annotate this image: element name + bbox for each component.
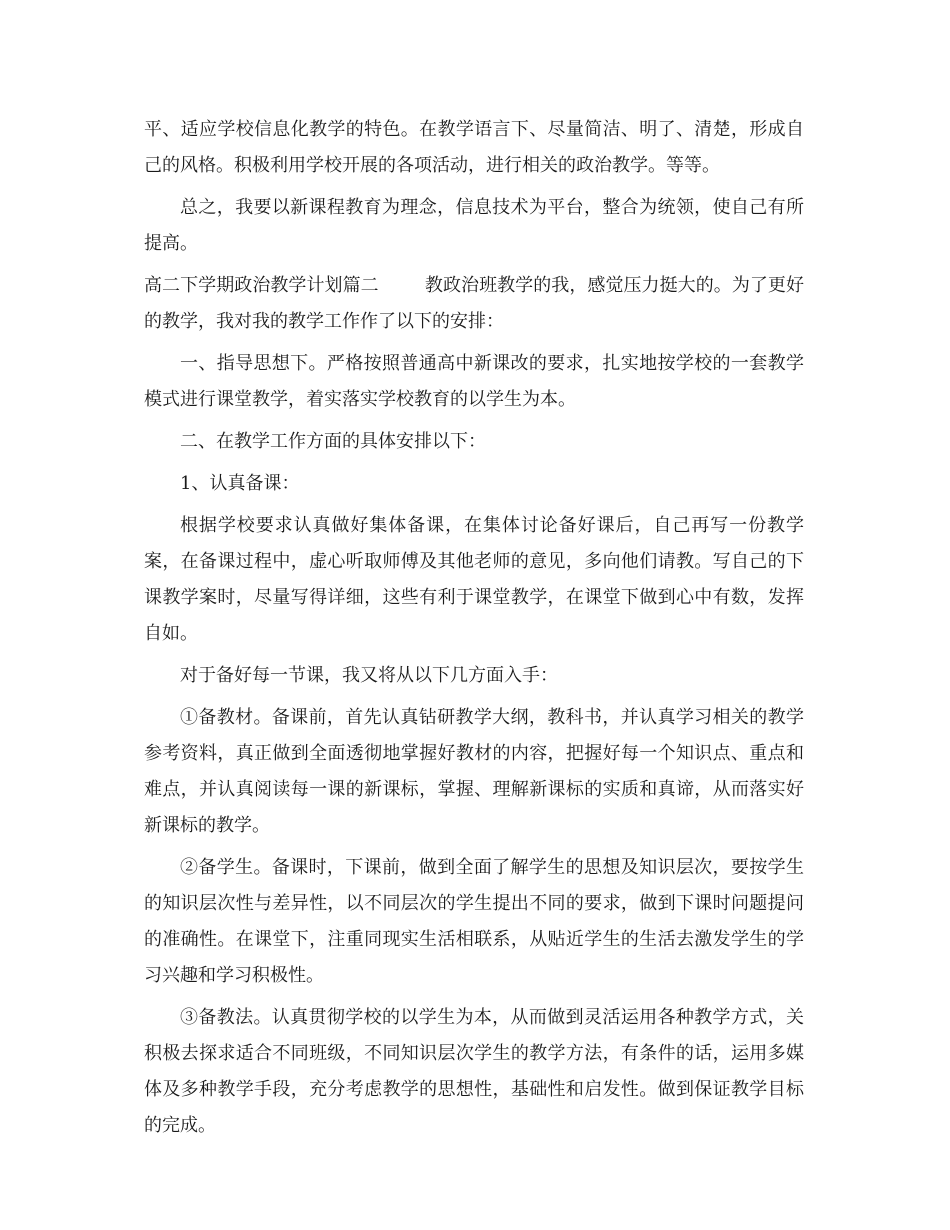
document-body — [144, 112, 804, 1150]
paragraph-lesson-prep: 根据学校要求认真做好集体备课，在集体讨论备好课后，自己再写一份教学案，在备课过程中，虚心听取师傅及其他老师的意见，多向他们请教。写自己的下课教学案时，尽量写得详细，这些有利于课堂教学，在课堂下做到心中有数，发挥自如。 — [144, 515, 804, 644]
paragraph-prep-materials: ①备教材。备课前，首先认真钻研教学大纲，教科书，并认真学习相关的教学参考资料，真正做到全面透彻地掌握好教材的内容，把握好每一个知识点、重点和难点，并认真阅读每一课的新课标，掌握、理解新课标的实质和真谛，从而落实好新课标的教学。 — [144, 707, 804, 836]
paragraph-section-title: 高二下学期政治教学计划篇二 教政治班教学的我，感觉压力挺大的。为了更好的教学，我对我的教学工作作了以下的安排： — [144, 275, 804, 332]
paragraph-aspects-intro: 对于备好每一节课，我又将从以下几方面入手： — [180, 665, 558, 686]
paragraph-arrangement-heading: 二、在教学工作方面的具体安排以下： — [180, 431, 486, 452]
paragraph-guiding-principle: 一、指导思想下。严格按照普通高中新课改的要求，扎实地按学校的一套教学模式进行课堂教学，着实落实学校教育的以学生为本。 — [144, 353, 804, 410]
paragraph-prep-students: ②备学生。备课时，下课前，做到全面了解学生的思想及知识层次，要按学生的知识层次性与差异性，以不同层次的学生提出不同的要求，做到下课时问题提问的准确性。在课堂下，注重同现实生活相联系，从贴近学生的生活去激发学生的学习兴趣和学习积极性。 — [144, 857, 804, 986]
paragraph-summary: 总之，我要以新课程教育为理念，信息技术为平台，整合为统领，使自己有所提高。 — [144, 197, 804, 254]
paragraph-prep-methods: ③备教法。认真贯彻学校的以学生为本，从而做到灵活运用各种教学方式，关积极去探求适合不同班级，不同知识层次学生的教学方法，有条件的话，运用多媒体及多种教学手段，充分考虑教学的思想性，基础性和启发性。做到保证教学目标的完成。 — [144, 1007, 804, 1136]
paragraph-continuation: 平、适应学校信息化教学的特色。在教学语言下、尽量简洁、明了、清楚，形成自己的风格。积极利用学校开展的各项活动，进行相关的政治教学。等等。 — [144, 119, 804, 176]
paragraph-lesson-prep-heading: 1、认真备课： — [180, 473, 300, 494]
